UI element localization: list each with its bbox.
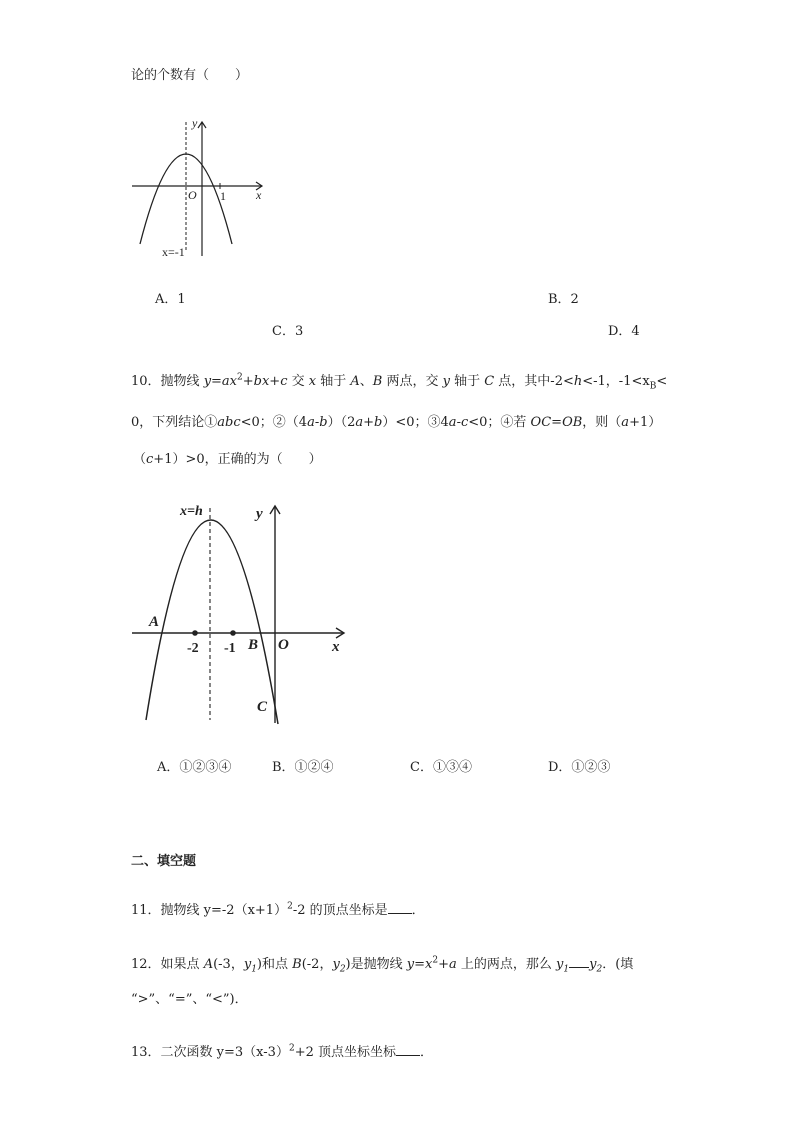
q9-origin-label: O <box>188 188 197 202</box>
q9-axis-label: x=-1 <box>162 245 185 259</box>
q10-line-2: 0，下列结论①abc<0；②（4a-b）（2a+b）<0；③4a-c<0；④若 OC=OB，则（a+1） <box>131 415 662 430</box>
q9-y-label: y <box>192 116 198 130</box>
q10-tick-minus-2: -2 <box>187 641 199 656</box>
q10-y-label: y <box>256 506 263 522</box>
q10-line-1: 10．抛物线 $y=ax^2+bx+c$ 交 x 轴于 A、B 两点，交 y 轴于 C 点，其中-2<h<-1，$-1<x_B<$ <box>131 372 668 392</box>
q10-point-a-label: A <box>149 614 160 630</box>
q9-tail: 论的个数有（ ） <box>131 68 249 83</box>
q9-option-a: A．1 <box>155 292 186 307</box>
section-title: 二、填空题 <box>131 854 197 869</box>
q10-point-c-label: C <box>257 699 268 715</box>
q11-answer-blank <box>388 903 412 914</box>
q10-parabola-graph <box>130 498 355 728</box>
q10-point-b-label: B <box>248 637 259 653</box>
q10-option-c: C．①③④ <box>410 760 472 775</box>
q9-parabola-graph <box>128 112 273 262</box>
q9-option-d: D．4 <box>608 324 640 339</box>
q10-option-a: A．①②③④ <box>157 760 232 775</box>
q13-text: 13．二次函数 $y=3(x-3)^2+2$ 顶点坐标坐标 ． <box>131 1043 433 1060</box>
q9-option-c: C．3 <box>272 324 304 339</box>
q12-line-1: 12．如果点 A(-3，$y_1$)和点 B(-2，$y_2$)是抛物线 $y=x^2+a$ 上的两点，那么 $y_1$ $y_2$．(填 <box>131 955 634 975</box>
q9-option-b: B．2 <box>548 292 579 307</box>
q12-line-2: “>”、“=”、“<”)． <box>131 992 248 1007</box>
q12-answer-blank <box>569 957 589 968</box>
q10-option-d: D．①②③ <box>548 760 611 775</box>
q13-answer-blank <box>396 1045 420 1056</box>
q10-origin-label: O <box>278 637 289 653</box>
q10-line-3: （c+1）>0，正确的为（ ） <box>133 452 322 467</box>
q10-option-b: B．①②④ <box>272 760 334 775</box>
q10-symmetry-label: x=h <box>180 504 203 519</box>
q10-x-label: x <box>332 639 340 655</box>
q9-tick-label: 1 <box>220 189 226 203</box>
q9-x-label: x <box>256 188 262 202</box>
q10-tick-minus-1: -1 <box>224 641 236 656</box>
q11-text: 11．抛物线 $y=-2(x+1)^2-2$ 的顶点坐标是 ． <box>131 901 425 918</box>
